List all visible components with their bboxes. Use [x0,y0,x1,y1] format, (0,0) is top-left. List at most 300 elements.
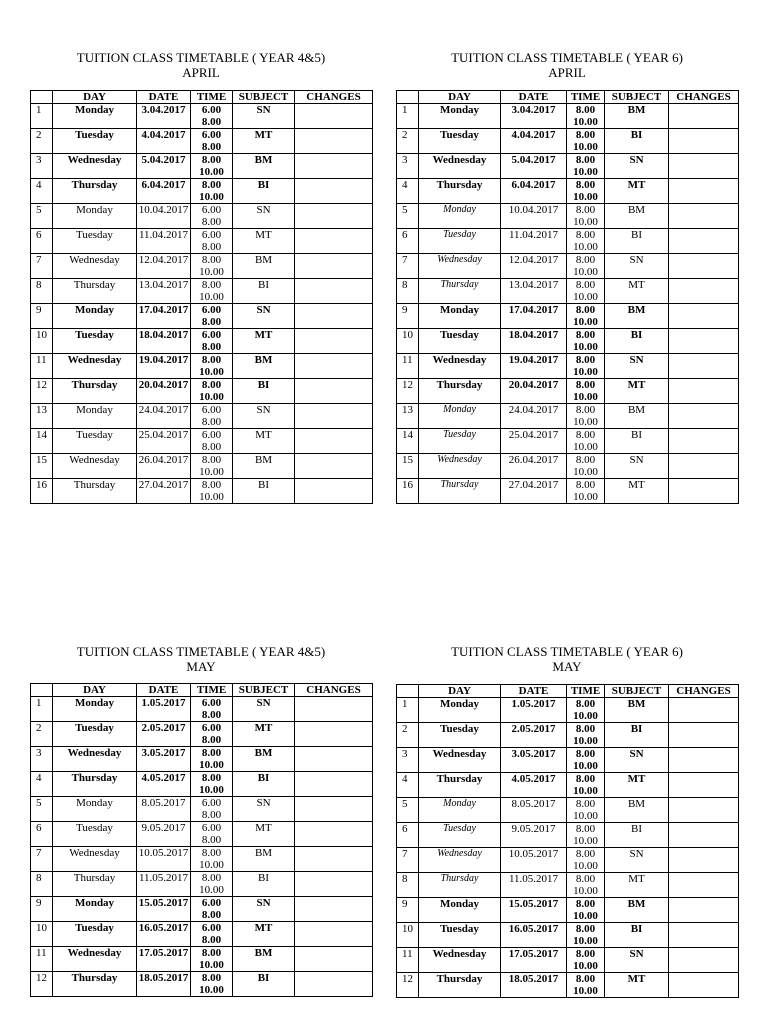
row-time [567,329,605,354]
time-end: 10.00 [573,810,598,822]
row-date: 11.04.2017 [137,229,191,254]
row-changes [669,429,739,454]
table-row [31,697,373,722]
row-day: Monday [53,697,137,722]
row-subject: BM [605,204,669,229]
row-number: 7 [31,254,53,279]
header-changes: CHANGES [669,685,739,698]
table-row [31,379,373,404]
row-number: 13 [31,404,53,429]
time-start: 8.00 [575,129,596,141]
timetable-title [396,50,738,80]
time-start: 8.00 [201,479,222,491]
row-date: 17.05.2017 [501,948,567,973]
row-time [567,179,605,204]
row-date: 10.04.2017 [501,204,567,229]
row-number: 9 [31,897,53,922]
time-end: 10.00 [573,935,598,947]
row-number: 7 [31,847,53,872]
header-date: DATE [501,91,567,104]
row-number: 12 [397,379,419,404]
time-start: 8.00 [575,848,596,860]
row-number: 14 [31,429,53,454]
row-day: Tuesday [419,229,501,254]
title-line-2: MAY [186,659,216,674]
row-date: 17.04.2017 [501,304,567,329]
row-number: 11 [397,948,419,973]
row-changes [669,229,739,254]
row-subject: MT [605,873,669,898]
table-row [31,329,373,354]
time-end: 10.00 [199,884,224,896]
timetable-table [30,90,373,504]
row-date: 8.05.2017 [137,797,191,822]
row-date: 27.04.2017 [501,479,567,504]
table-row [31,104,373,129]
row-day: Tuesday [53,722,137,747]
row-changes [669,254,739,279]
row-date: 11.05.2017 [137,872,191,897]
row-day: Wednesday [419,454,501,479]
row-day: Tuesday [419,129,501,154]
row-subject: SN [605,848,669,873]
row-changes [669,973,739,998]
time-start: 8.00 [575,948,596,960]
time-end: 10.00 [199,859,224,871]
row-subject: BM [605,698,669,723]
row-date: 26.04.2017 [501,454,567,479]
row-subject: BM [605,304,669,329]
time-start: 8.00 [201,254,222,266]
row-subject: MT [233,129,295,154]
row-date: 16.05.2017 [137,922,191,947]
time-start: 8.00 [201,454,222,466]
time-end: 8.00 [201,441,222,453]
row-changes [295,772,373,797]
title-line-2: MAY [552,659,582,674]
row-number: 4 [397,773,419,798]
time-start: 8.00 [575,154,596,166]
row-time [191,697,233,722]
row-day: Thursday [419,973,501,998]
time-end: 10.00 [199,266,224,278]
time-start: 8.00 [575,973,596,985]
time-end: 8.00 [201,341,222,353]
row-day: Tuesday [53,329,137,354]
row-day: Thursday [419,179,501,204]
time-end: 8.00 [201,734,222,746]
row-date: 3.04.2017 [501,104,567,129]
table-row [397,973,739,998]
row-time [191,847,233,872]
row-number: 2 [397,723,419,748]
table-row [397,204,739,229]
row-date: 5.04.2017 [501,154,567,179]
timetable-year45-may [30,644,372,997]
row-changes [669,873,739,898]
time-end: 10.00 [573,316,598,328]
table-row [397,254,739,279]
row-time [191,797,233,822]
time-start: 6.00 [201,329,222,341]
row-time [567,748,605,773]
row-date: 18.04.2017 [137,329,191,354]
row-date: 17.04.2017 [137,304,191,329]
row-number: 10 [31,922,53,947]
row-time [567,379,605,404]
row-time [191,822,233,847]
row-number: 6 [397,229,419,254]
row-number: 4 [397,179,419,204]
row-time [567,773,605,798]
row-time [191,204,233,229]
time-end: 8.00 [201,909,222,921]
row-changes [669,329,739,354]
row-date: 20.04.2017 [501,379,567,404]
header-date: DATE [501,685,567,698]
time-end: 10.00 [573,960,598,972]
row-date: 27.04.2017 [137,479,191,504]
row-date: 1.05.2017 [137,697,191,722]
row-date: 2.05.2017 [501,723,567,748]
table-header-row [31,91,373,104]
time-start: 6.00 [201,404,222,416]
row-subject: SN [605,454,669,479]
row-time [567,823,605,848]
row-time [191,254,233,279]
row-subject: BI [233,279,295,304]
table-row [397,848,739,873]
time-start: 6.00 [201,722,222,734]
row-subject: BI [605,923,669,948]
row-day: Monday [419,304,501,329]
row-changes [295,454,373,479]
row-number: 3 [397,154,419,179]
row-changes [295,797,373,822]
row-number: 8 [31,872,53,897]
row-number: 12 [31,379,53,404]
header-number [397,685,419,698]
row-day: Wednesday [419,948,501,973]
row-changes [295,179,373,204]
time-start: 8.00 [575,429,596,441]
header-subject: SUBJECT [605,91,669,104]
time-end: 10.00 [573,391,598,403]
time-end: 8.00 [201,216,222,228]
row-date: 3.04.2017 [137,104,191,129]
time-start: 6.00 [201,822,222,834]
header-time: TIME [191,684,233,697]
time-start: 8.00 [575,898,596,910]
row-subject: BI [605,229,669,254]
time-end: 10.00 [199,391,224,403]
table-row [31,897,373,922]
row-number: 15 [397,454,419,479]
row-number: 8 [31,279,53,304]
time-end: 10.00 [573,835,598,847]
row-subject: BM [233,947,295,972]
row-changes [295,429,373,454]
row-date: 3.05.2017 [501,748,567,773]
time-end: 8.00 [201,141,222,153]
row-changes [295,872,373,897]
row-day: Wednesday [419,154,501,179]
row-subject: BM [233,847,295,872]
time-end: 10.00 [573,266,598,278]
row-number: 11 [31,947,53,972]
header-day: DAY [419,685,501,698]
row-time [567,698,605,723]
time-start: 8.00 [575,229,596,241]
time-end: 10.00 [573,760,598,772]
row-number: 1 [31,697,53,722]
header-day: DAY [53,684,137,697]
row-number: 11 [31,354,53,379]
time-start: 8.00 [201,772,222,784]
row-changes [295,304,373,329]
time-start: 8.00 [201,747,222,759]
time-end: 10.00 [573,141,598,153]
row-changes [295,722,373,747]
row-time [191,304,233,329]
time-end: 8.00 [201,834,222,846]
time-end: 8.00 [201,316,222,328]
row-day: Tuesday [53,229,137,254]
time-start: 8.00 [575,823,596,835]
row-changes [295,104,373,129]
row-number: 13 [397,404,419,429]
row-number: 1 [397,104,419,129]
row-time [567,848,605,873]
row-time [567,104,605,129]
row-time [191,354,233,379]
row-changes [295,329,373,354]
table-header-row [31,684,373,697]
time-start: 8.00 [575,379,596,391]
time-end: 10.00 [573,166,598,178]
time-end: 10.00 [573,116,598,128]
row-subject: BM [233,254,295,279]
row-day: Wednesday [419,848,501,873]
row-subject: SN [605,948,669,973]
row-subject: BM [233,354,295,379]
row-number: 9 [31,304,53,329]
title-line-1: TUITION CLASS TIMETABLE ( YEAR 4&5) [76,644,326,659]
row-time [567,723,605,748]
row-date: 18.05.2017 [501,973,567,998]
row-date: 15.05.2017 [501,898,567,923]
table-row [397,698,739,723]
row-time [567,948,605,973]
row-number: 7 [397,848,419,873]
row-time [191,404,233,429]
table-row [397,748,739,773]
header-number [31,91,53,104]
time-start: 8.00 [201,279,222,291]
row-subject: MT [605,479,669,504]
table-row [31,872,373,897]
time-start: 6.00 [201,229,222,241]
row-subject: MT [233,429,295,454]
row-time [567,204,605,229]
row-day: Wednesday [53,354,137,379]
row-subject: MT [605,179,669,204]
row-number: 5 [31,204,53,229]
time-end: 10.00 [573,885,598,897]
row-day: Thursday [53,379,137,404]
header-subject: SUBJECT [233,91,295,104]
time-end: 10.00 [573,441,598,453]
row-day: Monday [419,204,501,229]
row-changes [669,279,739,304]
row-subject: BM [605,798,669,823]
time-start: 6.00 [201,697,222,709]
time-start: 6.00 [201,797,222,809]
row-changes [669,798,739,823]
row-number: 1 [397,698,419,723]
time-start: 6.00 [201,304,222,316]
table-row [397,798,739,823]
time-start: 6.00 [201,897,222,909]
row-day: Monday [53,304,137,329]
title-line-1: TUITION CLASS TIMETABLE ( YEAR 6) [451,644,683,659]
table-row [31,229,373,254]
table-row [397,154,739,179]
row-number: 4 [31,179,53,204]
row-changes [669,404,739,429]
header-changes: CHANGES [669,91,739,104]
row-day: Monday [419,798,501,823]
row-day: Monday [419,104,501,129]
row-number: 1 [31,104,53,129]
time-start: 8.00 [575,179,596,191]
time-end: 10.00 [199,491,224,503]
row-subject: BI [233,872,295,897]
row-day: Monday [53,897,137,922]
row-day: Tuesday [419,429,501,454]
row-date: 9.05.2017 [137,822,191,847]
time-start: 8.00 [575,354,596,366]
time-start: 8.00 [575,798,596,810]
row-day: Wednesday [53,454,137,479]
row-date: 16.05.2017 [501,923,567,948]
row-day: Tuesday [419,823,501,848]
row-number: 15 [31,454,53,479]
table-row [31,404,373,429]
row-time [567,304,605,329]
row-number: 3 [397,748,419,773]
time-start: 6.00 [201,204,222,216]
row-number: 16 [397,479,419,504]
row-date: 1.05.2017 [501,698,567,723]
row-changes [295,922,373,947]
table-row [397,379,739,404]
row-date: 25.04.2017 [501,429,567,454]
time-end: 8.00 [201,934,222,946]
row-time [567,279,605,304]
row-changes [295,354,373,379]
row-subject: BI [233,379,295,404]
row-day: Wednesday [53,254,137,279]
row-day: Thursday [53,772,137,797]
row-time [191,129,233,154]
row-changes [295,897,373,922]
row-changes [295,129,373,154]
row-subject: SN [233,104,295,129]
row-subject: BI [605,329,669,354]
row-changes [295,847,373,872]
table-row [31,722,373,747]
row-date: 11.04.2017 [501,229,567,254]
row-number: 2 [31,722,53,747]
time-end: 8.00 [201,416,222,428]
time-start: 8.00 [201,847,222,859]
row-day: Thursday [53,479,137,504]
table-row [397,304,739,329]
time-end: 10.00 [199,366,224,378]
table-row [397,354,739,379]
time-end: 10.00 [573,291,598,303]
time-start: 8.00 [575,873,596,885]
row-changes [669,723,739,748]
row-date: 13.04.2017 [501,279,567,304]
time-start: 8.00 [201,379,222,391]
row-number: 6 [31,822,53,847]
row-subject: BM [233,454,295,479]
time-start: 6.00 [201,922,222,934]
time-start: 8.00 [575,479,596,491]
time-start: 6.00 [201,104,222,116]
row-subject: BI [605,823,669,848]
table-row [31,797,373,822]
row-date: 18.04.2017 [501,329,567,354]
row-subject: BM [233,747,295,772]
row-subject: SN [605,254,669,279]
row-number: 4 [31,772,53,797]
row-time [191,454,233,479]
time-start: 8.00 [201,972,222,984]
row-changes [669,379,739,404]
time-start: 8.00 [575,329,596,341]
row-day: Monday [53,104,137,129]
row-day: Thursday [53,972,137,997]
timetable-table [30,683,373,997]
header-subject: SUBJECT [233,684,295,697]
row-day: Thursday [53,279,137,304]
time-end: 10.00 [573,735,598,747]
table-row [31,947,373,972]
row-time [567,873,605,898]
row-day: Monday [419,698,501,723]
row-number: 10 [397,329,419,354]
row-changes [295,204,373,229]
header-date: DATE [137,684,191,697]
row-number: 11 [397,354,419,379]
row-day: Tuesday [53,922,137,947]
time-end: 10.00 [573,491,598,503]
table-row [31,479,373,504]
row-number: 5 [397,798,419,823]
row-time [191,897,233,922]
row-date: 2.05.2017 [137,722,191,747]
row-time [567,229,605,254]
row-date: 11.05.2017 [501,873,567,898]
row-subject: BI [233,479,295,504]
time-end: 10.00 [199,166,224,178]
row-day: Wednesday [53,847,137,872]
row-date: 4.05.2017 [137,772,191,797]
row-date: 10.05.2017 [501,848,567,873]
